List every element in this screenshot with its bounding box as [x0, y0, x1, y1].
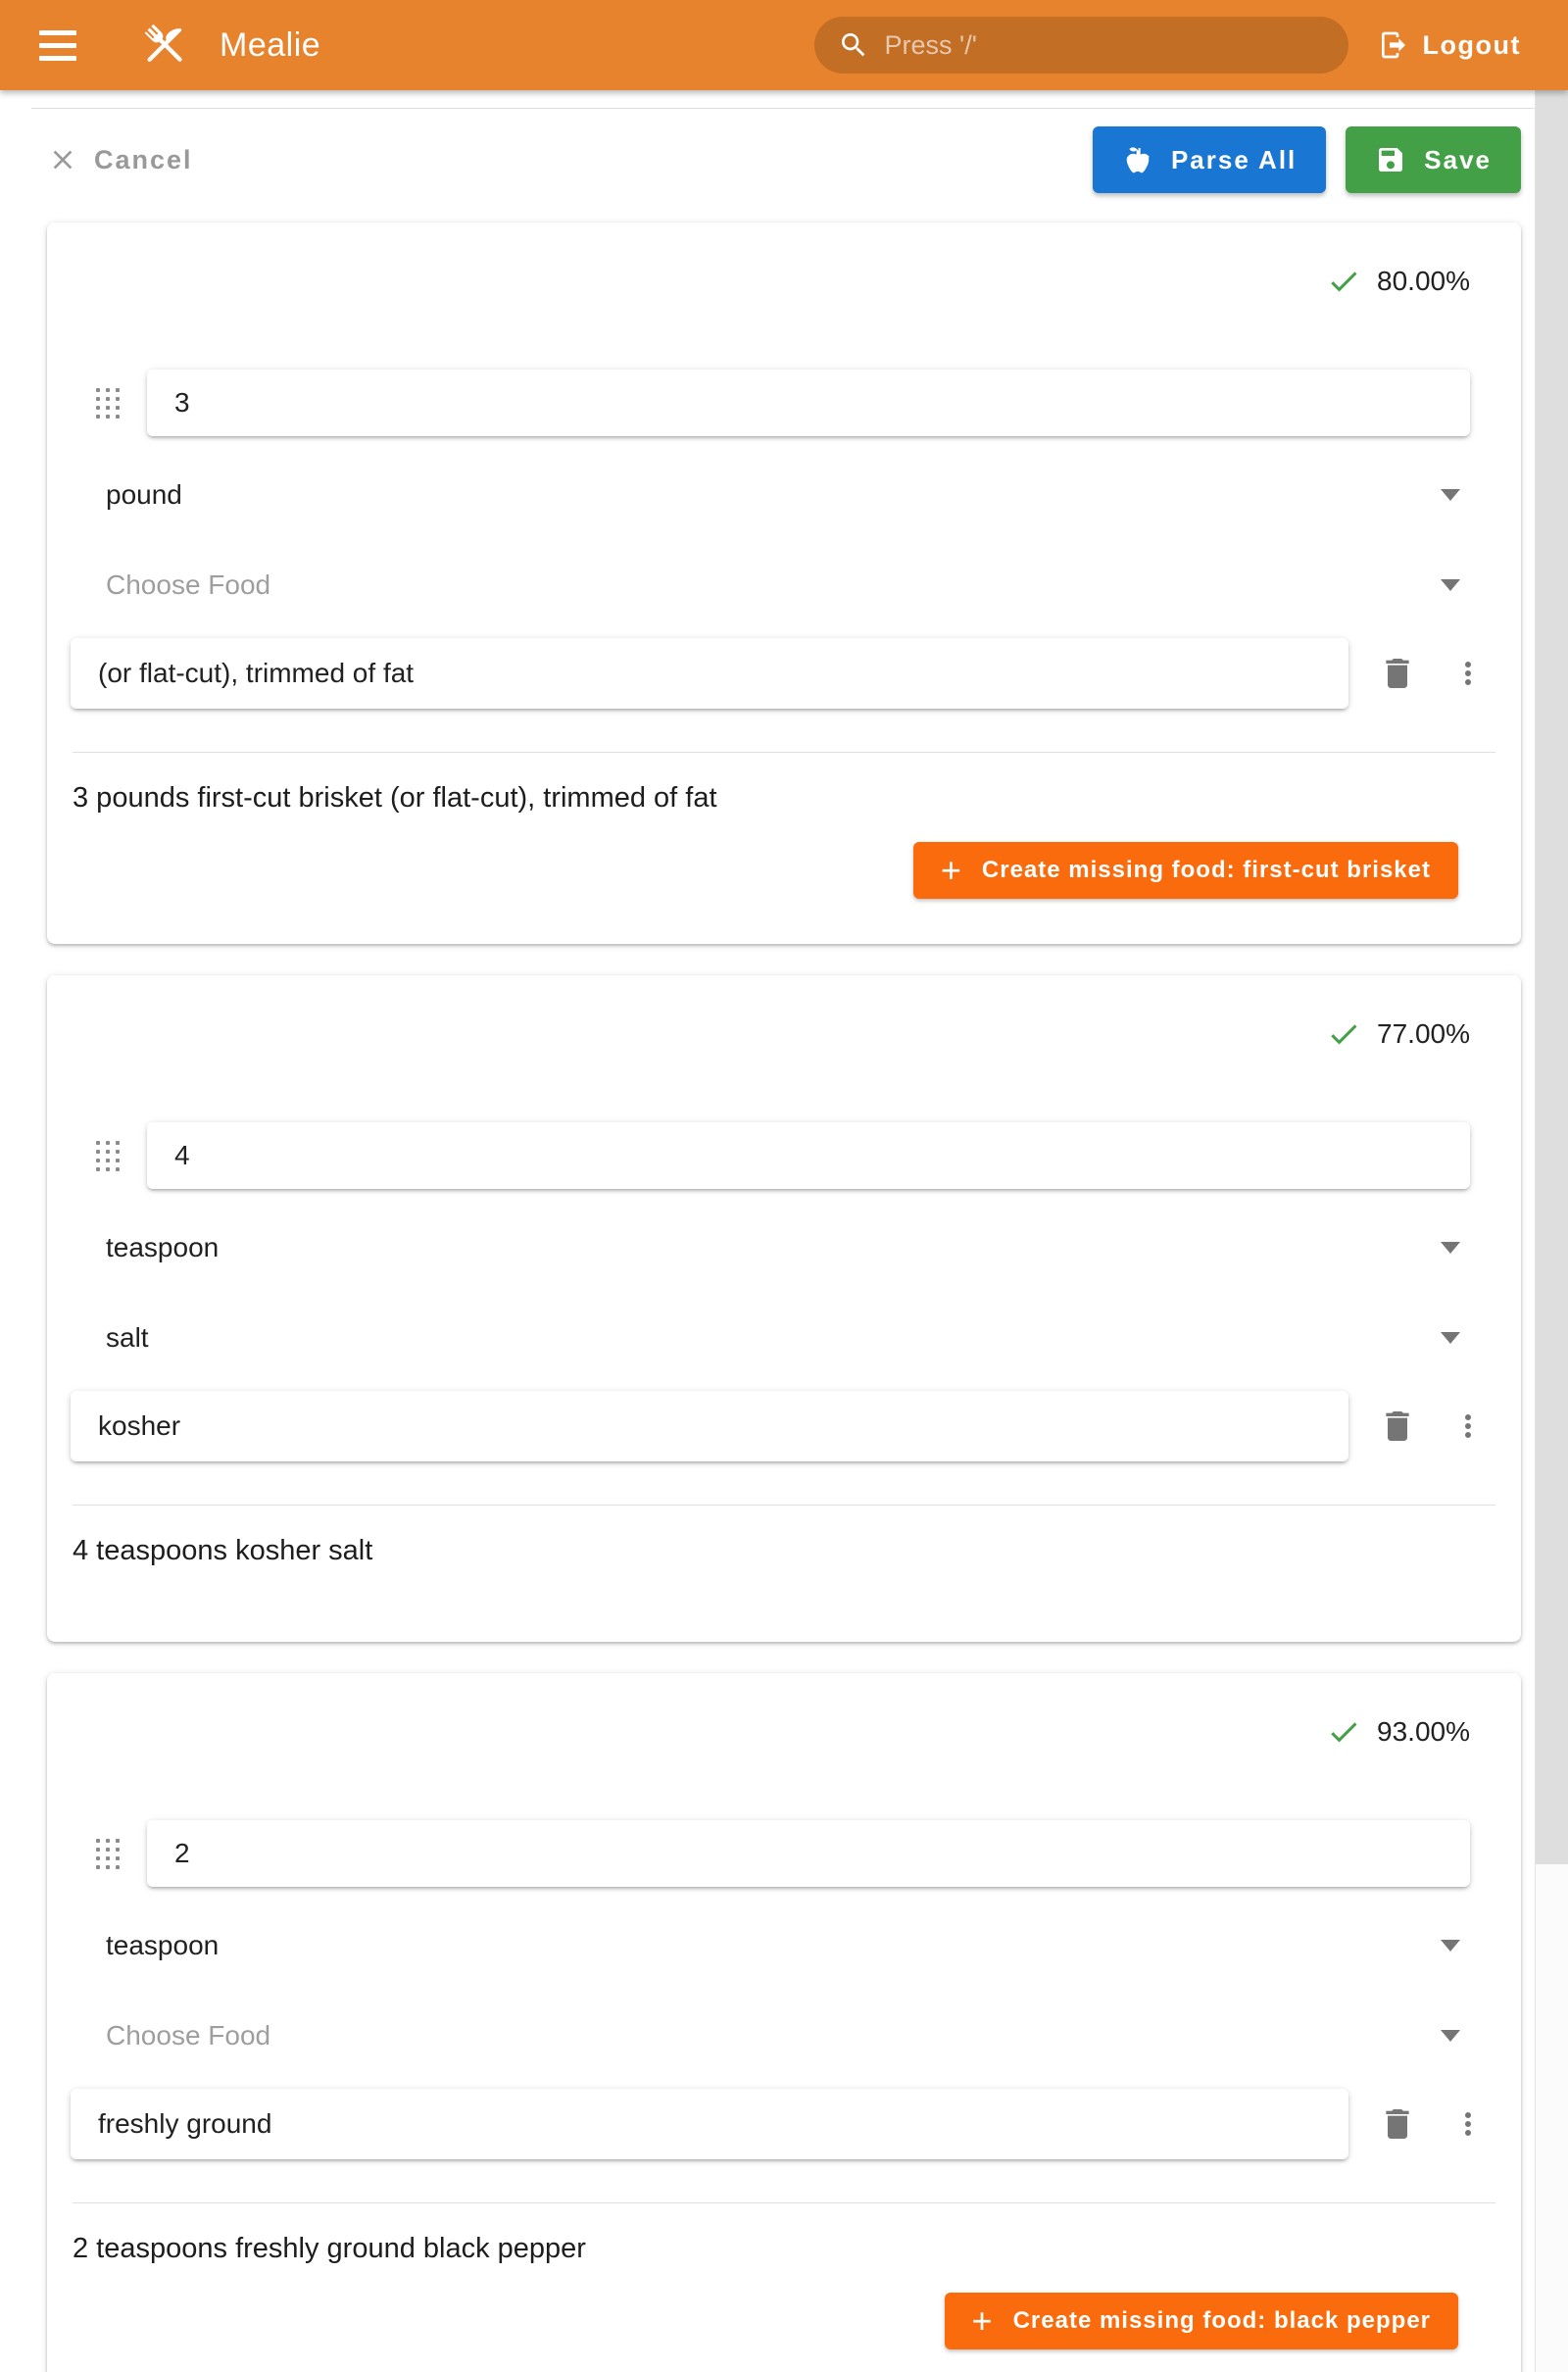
parse-all-button[interactable] [1093, 126, 1326, 193]
trash-icon [1378, 1407, 1417, 1446]
app-title: Mealie [220, 25, 321, 64]
chevron-down-icon [1441, 1940, 1460, 1952]
unit-select[interactable] [76, 1211, 1490, 1285]
food-select[interactable] [76, 1301, 1490, 1375]
trash-icon [1378, 2104, 1417, 2144]
search-icon [838, 29, 869, 61]
ingredient-card [47, 975, 1521, 1642]
quantity-input[interactable] [147, 1820, 1470, 1887]
more-options-button[interactable] [1450, 2106, 1486, 2142]
parsed-original-text: 2 teaspoons freshly ground black pepper [73, 2233, 586, 2264]
scrollbar-track[interactable] [1535, 90, 1568, 2372]
search-bar[interactable] [814, 17, 1348, 74]
ingredient-card [47, 1673, 1521, 2372]
chevron-down-icon [1441, 579, 1460, 591]
delete-ingredient-button[interactable] [1378, 2104, 1417, 2144]
plus-icon: + [971, 2300, 994, 2341]
create-missing-food-button[interactable] [945, 2293, 1458, 2349]
check-icon [1326, 264, 1361, 299]
plus-icon: + [940, 850, 962, 890]
confidence-value: 80.00% [1377, 266, 1470, 296]
food-value: salt [106, 1322, 149, 1353]
unit-select[interactable] [76, 458, 1490, 532]
check-icon [1326, 1714, 1361, 1750]
parse-all-label: Parse All [1170, 144, 1298, 174]
check-icon [1326, 1016, 1361, 1052]
unit-value: teaspoon [106, 1930, 220, 1960]
confidence-row [47, 222, 1521, 301]
chevron-down-icon [1441, 1242, 1460, 1254]
logout-icon [1378, 29, 1409, 61]
food-placeholder: Choose Food [106, 569, 271, 600]
note-input[interactable] [71, 2089, 1348, 2159]
confidence-row [47, 975, 1521, 1054]
search-input[interactable] [885, 30, 1325, 61]
cancel-button[interactable] [47, 144, 193, 175]
note-input[interactable] [71, 1391, 1348, 1461]
toolbar [47, 124, 1521, 195]
parsed-original-text: 4 teaspoons kosher salt [73, 1535, 373, 1566]
dots-vertical-icon [1450, 656, 1486, 691]
close-icon [47, 144, 78, 175]
card-divider [73, 2202, 1495, 2203]
unit-select[interactable] [76, 1908, 1490, 1983]
save-button[interactable] [1346, 126, 1521, 193]
trash-icon [1378, 654, 1417, 693]
quantity-input[interactable] [147, 1122, 1470, 1189]
more-options-button[interactable] [1450, 656, 1486, 691]
confidence-value: 77.00% [1377, 1018, 1470, 1049]
delete-ingredient-button[interactable] [1378, 1407, 1417, 1446]
create-missing-food-button[interactable] [913, 842, 1458, 899]
dots-vertical-icon [1450, 1408, 1486, 1444]
drag-handle-icon[interactable] [96, 1141, 122, 1171]
card-divider [73, 1505, 1495, 1506]
apple-icon [1122, 144, 1153, 175]
food-placeholder: Choose Food [106, 2020, 271, 2051]
delete-ingredient-button[interactable] [1378, 654, 1417, 693]
menu-icon[interactable] [39, 24, 90, 67]
unit-value: pound [106, 479, 182, 510]
card-divider [73, 752, 1495, 753]
save-icon [1375, 144, 1406, 175]
drag-handle-icon[interactable] [96, 1839, 122, 1869]
page-divider [31, 108, 1537, 109]
food-select[interactable] [76, 1999, 1490, 2073]
more-options-button[interactable] [1450, 1408, 1486, 1444]
scrollbar-thumb[interactable] [1536, 90, 1568, 1864]
save-label: Save [1424, 144, 1492, 174]
food-select[interactable] [76, 548, 1490, 622]
unit-value: teaspoon [106, 1232, 220, 1262]
create-missing-food-label: Create missing food: black pepper [1012, 2307, 1431, 2334]
create-missing-food-label: Create missing food: first-cut brisket [981, 857, 1431, 883]
confidence-row [47, 1673, 1521, 1752]
logout-button[interactable] [1378, 29, 1521, 61]
chevron-down-icon [1441, 1332, 1460, 1344]
dots-vertical-icon [1450, 2106, 1486, 2142]
chevron-down-icon [1441, 489, 1460, 501]
chevron-down-icon [1441, 2030, 1460, 2042]
fork-knife-logo-icon [135, 16, 194, 74]
drag-handle-icon[interactable] [96, 388, 122, 419]
parsed-original-text: 3 pounds first-cut brisket (or flat-cut), trimmed of fat [73, 782, 717, 814]
cancel-label: Cancel [94, 144, 193, 174]
note-input[interactable] [71, 638, 1348, 709]
quantity-input[interactable] [147, 370, 1470, 436]
confidence-value: 93.00% [1377, 1716, 1470, 1747]
logout-label: Logout [1422, 29, 1521, 60]
ingredient-card [47, 222, 1521, 944]
app-header [0, 0, 1568, 90]
ingredient-parser-list [0, 222, 1568, 2372]
